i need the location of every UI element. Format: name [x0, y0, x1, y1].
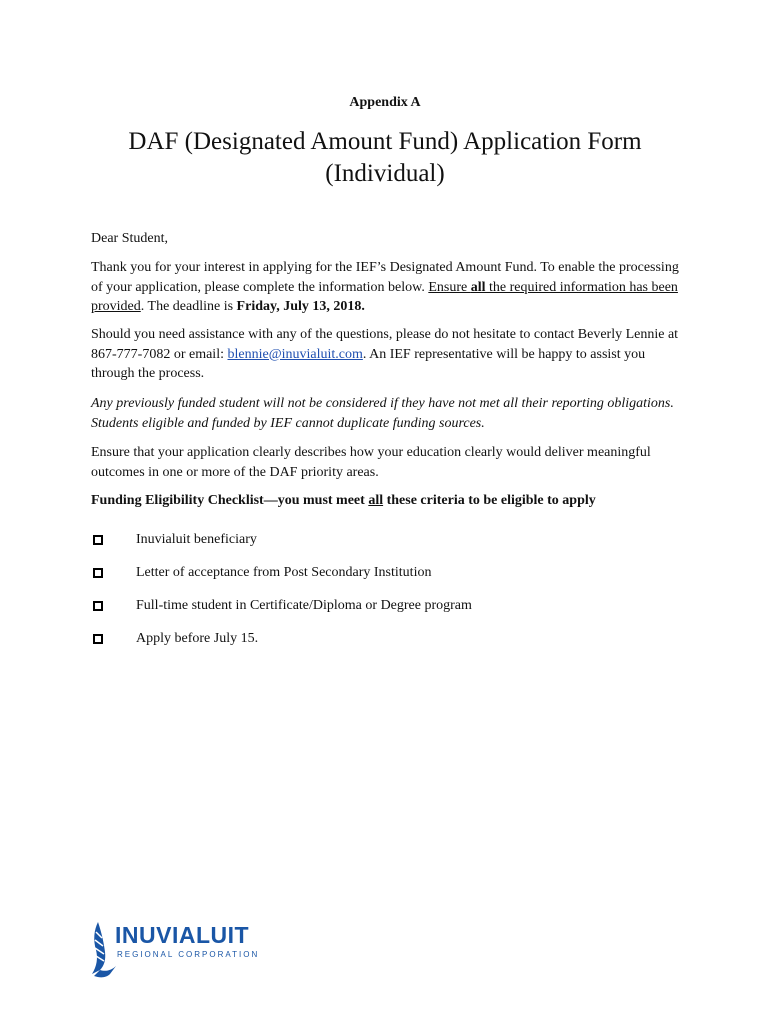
- page-title: [0, 126, 770, 190]
- deadline-date: Friday, July 13, 2018.: [236, 299, 365, 314]
- checklist-item-label: Apply before July 15.: [136, 630, 259, 646]
- title-line-1: DAF (Designated Amount Fund) Application Form: [128, 128, 642, 155]
- checkbox[interactable]: [93, 535, 103, 545]
- checkbox[interactable]: [93, 568, 103, 578]
- eligibility-checklist: [91, 523, 691, 655]
- greeting: Dear Student,: [91, 231, 168, 246]
- intro-deadline-prefix: . The deadline is: [140, 299, 237, 314]
- intro-paragraph: [91, 258, 691, 317]
- warning-paragraph: Any previously funded student will not be considered if they have not met all their reporting obligations. Students eligible and funded by IEF cannot duplicate funding sources.: [91, 396, 674, 431]
- checkbox[interactable]: [93, 601, 103, 611]
- checklist-item-label: Full-time student in Certificate/Diploma or Degree program: [136, 597, 472, 613]
- checklist-item: [91, 589, 691, 622]
- bird-icon: [90, 920, 118, 980]
- assistance-paragraph: [91, 325, 691, 384]
- intro-text: Thank you for your interest in applying for the IEF’s Designated Amount Fund. To enable the processing of your application, please complete the information below.: [91, 260, 679, 295]
- contact-email-link[interactable]: blennie@inuvialuit.com: [227, 346, 363, 362]
- checklist-item-label: Letter of acceptance from Post Secondary Institution: [136, 564, 432, 580]
- checklist-title-suffix: these criteria to be eligible to apply: [383, 493, 596, 508]
- checklist-item: [91, 556, 691, 589]
- title-line-2: (Individual): [325, 160, 445, 187]
- logo-subtitle: REGIONAL CORPORATION: [117, 950, 260, 959]
- assist-text-end: . An IEF representative will be happy to assist you through the process.: [91, 346, 646, 381]
- assist-text: Should you need assistance with any of the questions, please do not hesitate to contact Beverly Lennie at 867-777-7082 or email:: [91, 327, 679, 362]
- intro-all: all: [470, 279, 486, 295]
- checklist-title-all: all: [368, 493, 384, 508]
- inuvialuit-logo: [90, 920, 260, 980]
- checklist-item-label: Inuvialuit beneficiary: [136, 531, 257, 547]
- checklist-item: [91, 622, 691, 655]
- appendix-label: Appendix A: [349, 95, 421, 110]
- intro-ensure: Ensure: [428, 279, 471, 295]
- checklist-title-prefix: Funding Eligibility Checklist—you must meet: [91, 493, 369, 508]
- ensure-paragraph: Ensure that your application clearly describes how your education clearly would deliver meaningful outcomes in one or more of the DAF priority areas.: [91, 445, 651, 480]
- checkbox[interactable]: [93, 634, 103, 644]
- intro-required: the required information has been provided: [91, 279, 678, 314]
- logo-name: INUVIALUIT: [115, 922, 250, 948]
- checklist-item: [91, 523, 691, 556]
- checklist-title: [91, 491, 691, 511]
